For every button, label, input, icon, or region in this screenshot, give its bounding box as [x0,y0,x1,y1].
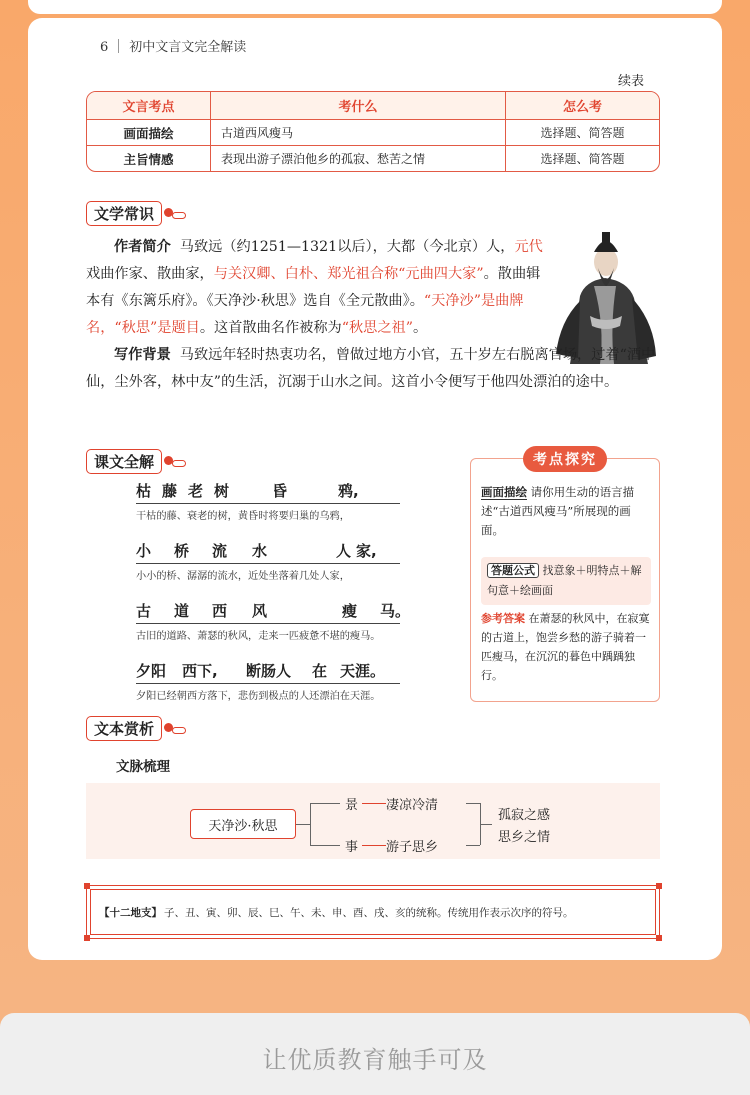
focus-question [481,483,653,540]
section-label: 课文全解 [86,449,162,474]
poem-char: 藤 [162,482,178,500]
background-text: 马致远年轻时热衷功名，曾做过地方小官，五十岁左右脱离官场，过着“酒中仙，尘外客，林中友”的生活，沉溺于山水之间。这首小令便写于他四处漂泊的途中。 [86,347,656,390]
poem-lines [136,480,411,720]
answer-text: 在萧瑟的秋风中，在寂寞的古道上，饱尝乡愁的游子骑着一匹瘦马，在沉沉的暮色中踽踽独行。 [481,612,650,682]
header-divider [118,39,119,53]
author-text: 马致远（约1251—1321以后），大都（今北京）人， [179,239,515,255]
previous-page-edge [28,0,722,14]
poem-char: 鸦, [338,482,359,500]
table-cell: 古道西风瘦马 [211,120,506,145]
poem-translation: 古旧的道路、萧瑟的秋风，走来一匹疲惫不堪的瘦马。 [136,631,381,642]
formula-tag: 答题公式 [487,563,539,578]
poem-char: 风 [252,602,268,620]
page-number: 6 [100,40,109,55]
poem-char: 断肠人 [246,662,292,680]
focus-title-label: 考点探究 [523,446,607,472]
corner-ornament [656,883,662,889]
corner-ornament [656,935,662,941]
section-title-full-text [86,448,186,474]
footnote-inner [90,889,656,935]
answer-formula [481,557,651,605]
result-text: 思乡之情 [498,830,551,845]
poem-char: 树 [214,482,230,500]
poem-char: 西下, [182,662,218,680]
corner-ornament [84,935,90,941]
diagram-connector [480,824,492,825]
author-highlight: “天净沙”是曲牌名，“秋思”是题目 [86,293,524,336]
author-label: 作者简介 [114,239,171,255]
poem-translation: 干枯的藤、衰老的树，黄昏时将要归巢的乌鸦， [136,511,350,522]
question-text: 请你用生动的语言描述“古道西风瘦马”所展现的画面。 [481,485,635,537]
table-header-cell: 文言考点 [87,92,211,119]
table-header-row [87,92,659,119]
branch-label: 景 [345,798,359,813]
poem-line [136,540,400,564]
slogan: 让优质教育触手可及 [262,1046,488,1074]
diagram-connector [310,803,340,804]
section-label: 文本赏析 [86,716,162,741]
section-label: 文学常识 [86,201,162,226]
structure-diagram [86,783,660,859]
poem-char: 昏 [272,482,288,500]
branch-text: 游子思乡 [386,840,439,855]
poem-char: 枯 [136,482,152,500]
structure-subhead: 文脉梳理 [116,759,170,775]
poem-char: 道 [174,602,190,620]
diagram-connector [466,845,480,846]
table-cell: 主旨情感 [87,146,211,171]
exam-points-table [86,91,660,172]
poem-char: 古 [136,602,152,620]
poem-char: 流 [212,542,228,560]
author-highlight: “秋思之祖” [341,320,413,336]
author-highlight: 元代 [514,239,543,255]
poem-char: 天涯。 [340,662,386,680]
background-label: 写作背景 [114,347,171,363]
table-header-cell: 怎么考 [562,100,602,115]
table-row [87,119,659,145]
cloud-decoration-icon [164,208,186,218]
corner-ornament [84,883,90,889]
focus-box [470,458,660,702]
table-header-cell: 考什么 [211,92,506,119]
table-cell: 表现出游子漂泊他乡的孤寂、愁苦之情 [211,146,506,171]
background-paragraph [86,342,664,396]
branch-label: 事 [345,840,359,855]
footnote-text: 子、丑、寅、卯、辰、巳、午、未、申、酉、戌、亥的统称。传统用作表示次序的符号。 [164,906,574,919]
formula-text: 找意象＋明特点＋解句意＋绘画面 [487,564,642,597]
answer-tag: 参考答案 [481,612,525,625]
diagram-connector [310,845,340,846]
cloud-decoration-icon [164,723,186,733]
red-arrow [362,803,386,804]
diagram-connector [466,803,480,804]
poem-char: 马。 [380,602,411,620]
question-tag: 画面描绘 [481,485,527,499]
author-text: 。 [412,320,428,336]
book-title: 初中文言文完全解读 [129,40,247,55]
result-text: 孤寂之感 [498,808,551,823]
author-highlight: 与关汉卿、白朴、郑光祖合称“元曲四大家” [213,266,484,282]
author-text: 。这首散曲名作被称为 [199,320,342,336]
diagram-connector [296,824,310,825]
section-title-literature [86,200,186,226]
table-cell: 选择题、简答题 [540,126,625,140]
cloud-decoration-icon [164,456,186,466]
poem-line [136,660,400,684]
poem-line [136,480,400,504]
branch-text: 凄凉冷清 [386,798,439,813]
poem-char: 西 [212,602,228,620]
diagram-connector [310,803,311,845]
author-text: 。散曲辑本有《东篱乐府》。《天净沙·秋思》选自《全元散曲》。 [86,266,541,309]
poem-line [136,600,411,624]
author-paragraph [86,234,544,342]
diagram-root-node: 天净沙·秋思 [190,809,296,839]
poem-char: 水 [252,542,268,560]
page-header [100,36,246,55]
poem-char: 小 [136,542,152,560]
poem-char: 瘦 [342,602,358,620]
footnote-term: 【十二地支】 [99,906,162,919]
red-arrow [362,845,386,846]
table-cell: 选择题、简答题 [540,152,625,166]
table-row [87,145,659,171]
reference-answer [481,609,653,685]
poem-translation: 小小的桥、潺潺的流水，近处坐落着几处人家， [136,571,350,582]
table-cell: 画面描绘 [87,120,211,145]
section-title-appreciation [86,715,186,741]
poem-char: 夕阳 [136,662,167,680]
poem-char: 人 [336,542,352,560]
poem-translation: 夕阳已经朝西方落下，悲伤到极点的人还漂泊在天涯。 [136,691,381,702]
author-text: 戏曲作家、散曲家， [86,266,214,282]
poem-char: 桥 [174,542,190,560]
continued-label: 续表 [617,74,644,89]
poem-char: 在 [312,662,328,680]
book-page [28,18,722,960]
footnote-box [86,885,660,939]
poem-char: 老 [188,482,204,500]
focus-title [472,446,658,472]
poem-char: 家, [356,542,377,560]
